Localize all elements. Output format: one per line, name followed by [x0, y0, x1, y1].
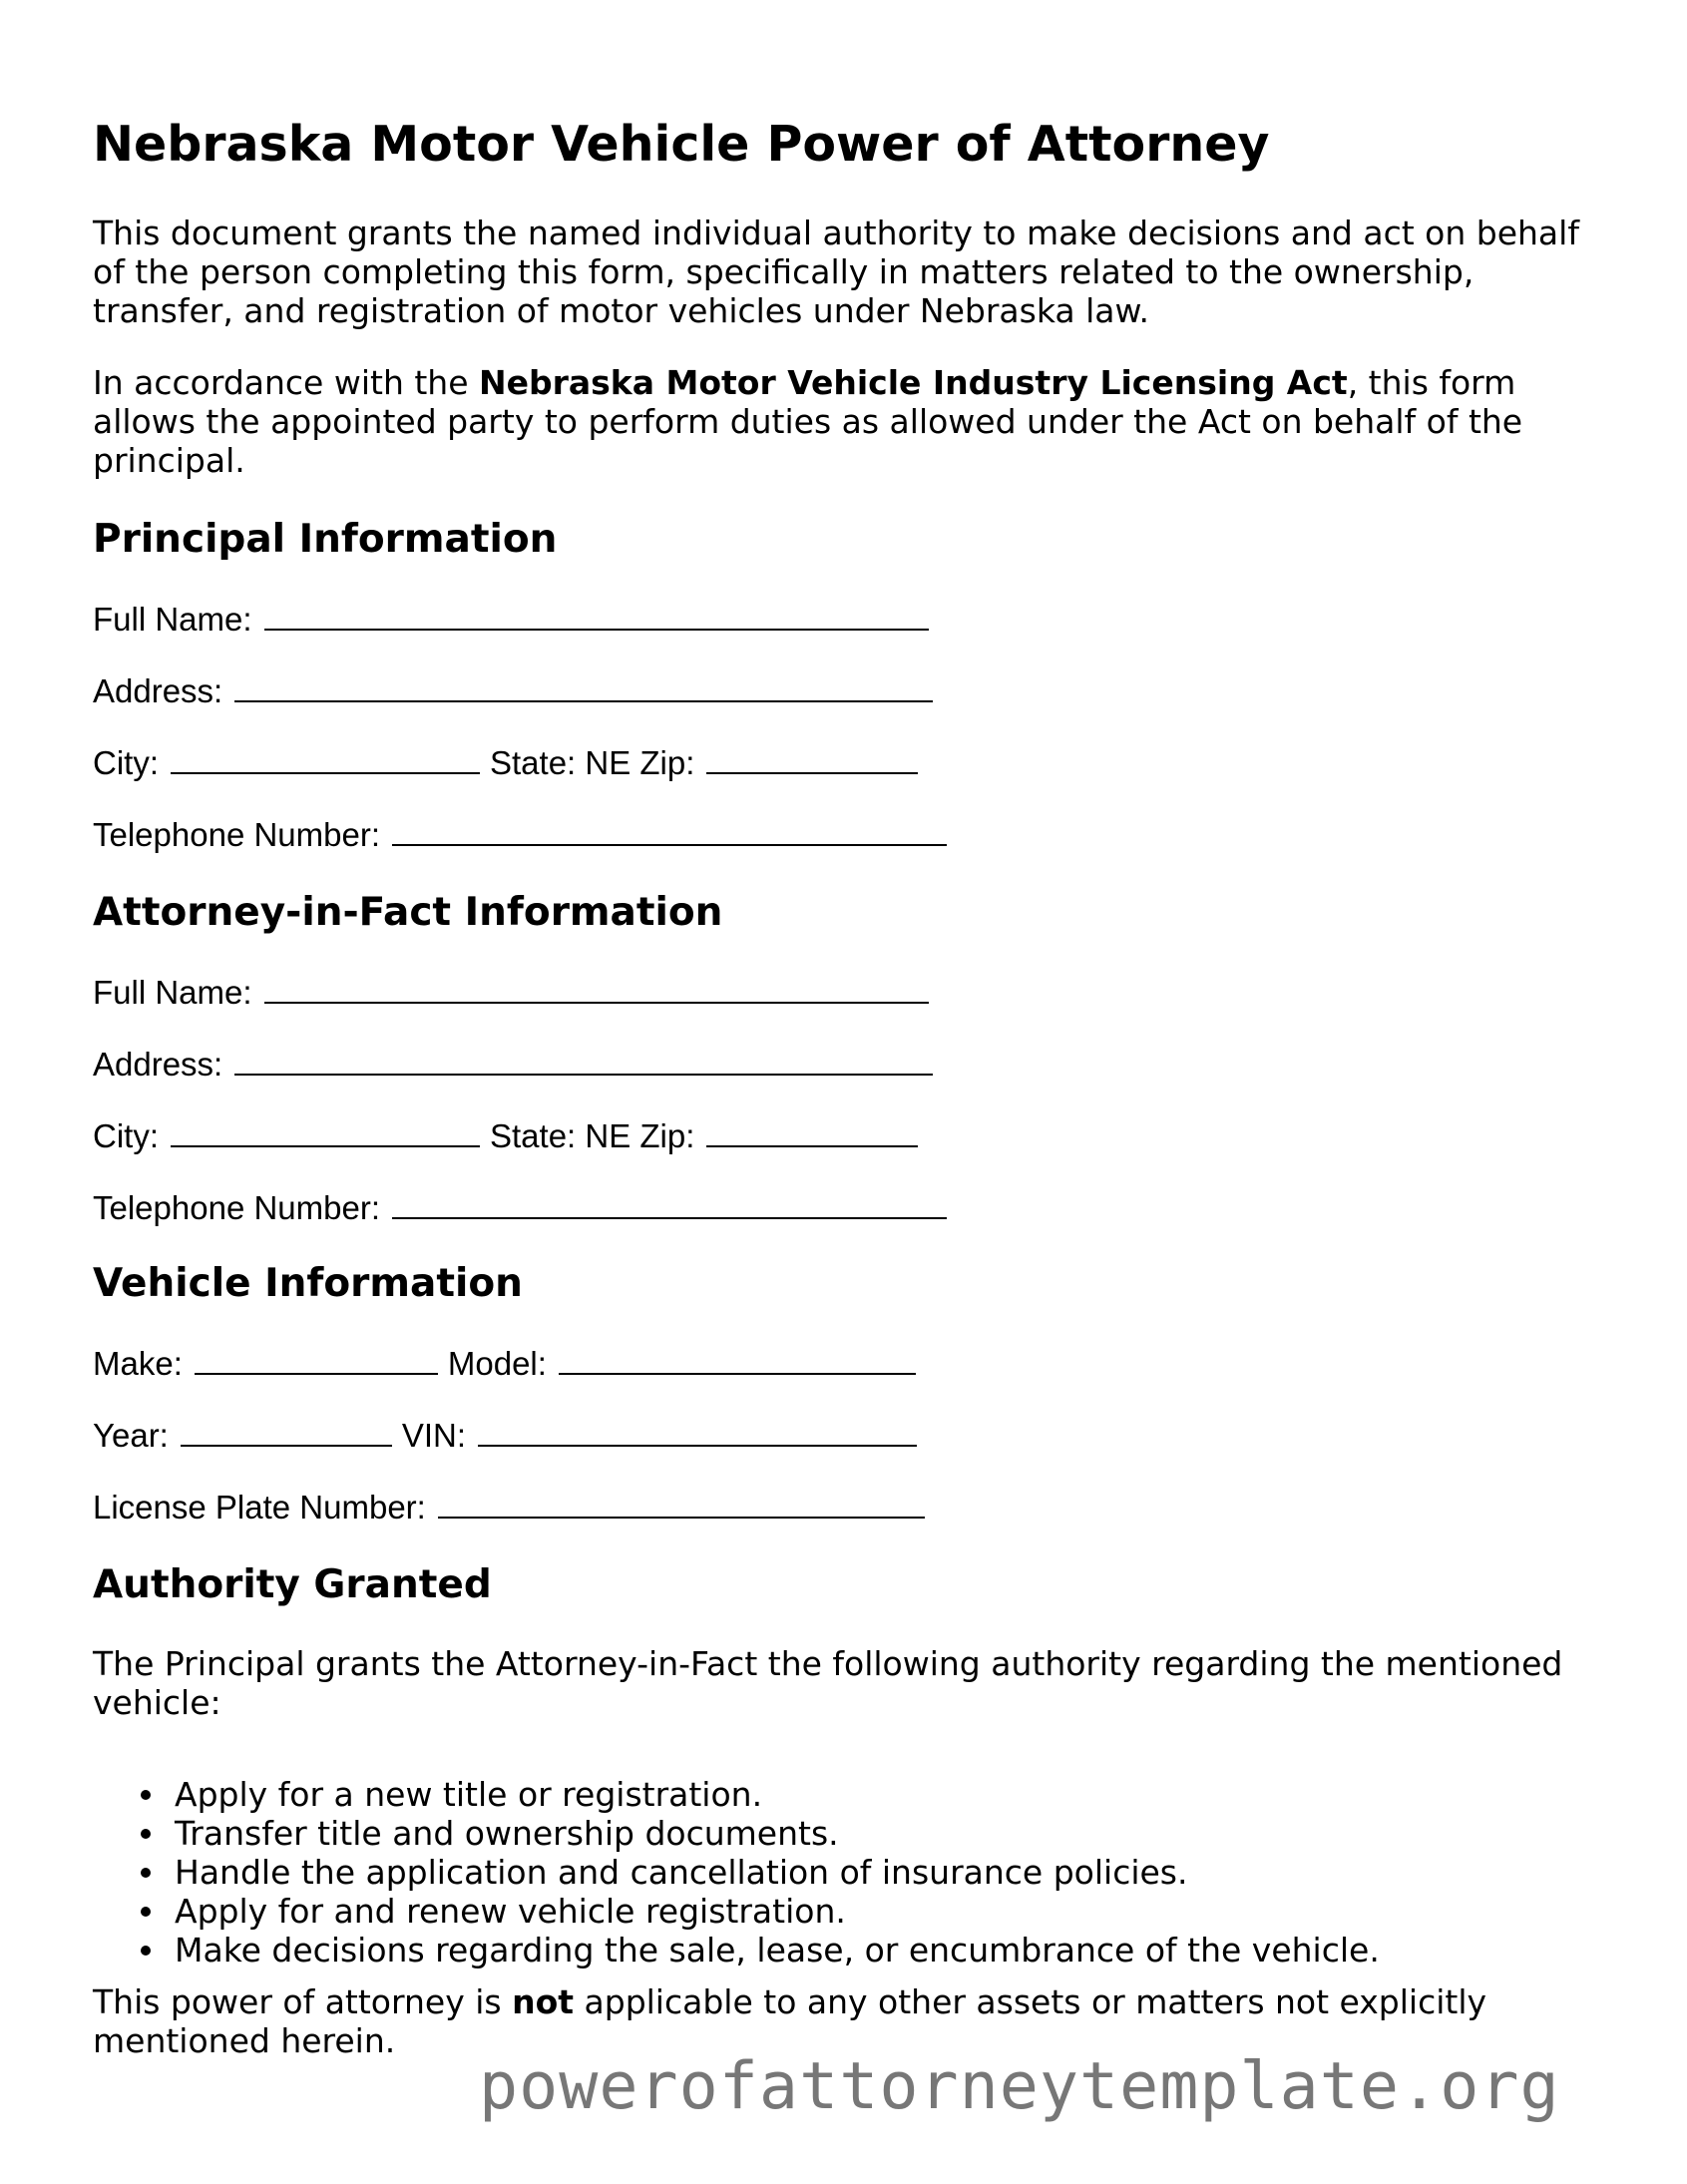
authority-intro [93, 1644, 1589, 1722]
attorney-address-field[interactable] [234, 1044, 933, 1076]
vehicle-make-label: Make: [93, 1345, 183, 1382]
attorney-city-row [93, 1115, 928, 1156]
intro-line: This document grants the named individual authority to make decisions and act on behalf [93, 214, 1579, 252]
page-title: Nebraska Motor Vehicle Power of Attorney [93, 116, 1270, 173]
attorney-telephone-field[interactable] [392, 1187, 947, 1219]
vehicle-year-vin-row [93, 1415, 927, 1456]
attorney-zip-field[interactable] [706, 1115, 918, 1147]
attorney-telephone-label: Telephone Number: [93, 1189, 381, 1226]
principal-zip-field[interactable] [706, 742, 918, 774]
vehicle-year-field[interactable] [181, 1415, 392, 1447]
attorney-telephone-row [93, 1187, 957, 1228]
principal-address-row [93, 670, 943, 711]
vehicle-make-model-row [93, 1343, 926, 1384]
principal-full-name-label: Full Name: [93, 601, 252, 638]
intro-line: of the person completing this form, specifically in matters related to the ownership, [93, 252, 1475, 291]
vehicle-plate-label: License Plate Number: [93, 1489, 426, 1526]
list-item-text: Transfer title and ownership documents. [175, 1814, 839, 1853]
vehicle-vin-field[interactable] [478, 1415, 917, 1447]
principal-state-zip-label: State: NE Zip: [490, 744, 695, 781]
list-item [93, 1931, 1380, 1969]
list-item-text: Handle the application and cancellation of insurance policies. [175, 1853, 1188, 1892]
bullet-icon [141, 1829, 151, 1839]
authority-heading: Authority Granted [93, 1562, 492, 1607]
bullet-icon [141, 1868, 151, 1878]
list-item-text: Apply for and renew vehicle registration. [175, 1892, 846, 1931]
vehicle-plate-row [93, 1487, 935, 1528]
accordance-paragraph [93, 363, 1589, 480]
bullet-icon [141, 1946, 151, 1956]
vehicle-make-field[interactable] [195, 1343, 438, 1375]
watermark: powerofattorneytemplate.org [479, 2049, 1560, 2124]
closing-emphasis: not [512, 1982, 575, 2021]
attorney-full-name-field[interactable] [264, 972, 929, 1004]
accordance-line-2: allows the appointed party to perform duties as allowed under the Act on behalf of the [93, 402, 1523, 441]
bullet-icon [141, 1790, 151, 1800]
principal-full-name-row [93, 599, 939, 640]
authority-intro-line: The Principal grants the Attorney-in-Fact the following authority regarding the mentioned [93, 1644, 1563, 1683]
principal-city-field[interactable] [171, 742, 480, 774]
list-item [93, 1853, 1380, 1892]
attorney-full-name-label: Full Name: [93, 974, 252, 1011]
principal-city-label: City: [93, 744, 159, 781]
principal-address-field[interactable] [234, 670, 933, 702]
principal-telephone-row [93, 814, 957, 855]
accordance-prefix: In accordance with the [93, 363, 479, 402]
attorney-heading: Attorney-in-Fact Information [93, 890, 723, 935]
accordance-line-3: principal. [93, 441, 245, 480]
list-item [93, 1892, 1380, 1931]
list-item-text: Make decisions regarding the sale, lease, or encumbrance of the vehicle. [175, 1931, 1380, 1969]
vehicle-year-label: Year: [93, 1417, 169, 1454]
closing-line-2: mentioned herein. [93, 2021, 396, 2060]
list-item [93, 1775, 1380, 1814]
intro-paragraph [93, 214, 1589, 330]
list-item [93, 1814, 1380, 1853]
principal-telephone-label: Telephone Number: [93, 816, 381, 853]
attorney-full-name-row [93, 972, 939, 1013]
attorney-state-zip-label: State: NE Zip: [490, 1117, 695, 1154]
intro-line: transfer, and registration of motor vehicles under Nebraska law. [93, 291, 1149, 330]
accordance-suffix: , this form [1347, 363, 1516, 402]
vehicle-model-field[interactable] [559, 1343, 916, 1375]
closing-suffix: applicable to any other assets or matters not explicitly [574, 1982, 1487, 2021]
principal-address-label: Address: [93, 672, 223, 709]
authority-intro-line: vehicle: [93, 1683, 221, 1722]
accordance-line-1 [93, 363, 1589, 402]
attorney-address-label: Address: [93, 1046, 223, 1083]
vehicle-heading: Vehicle Information [93, 1261, 523, 1306]
act-name: Nebraska Motor Vehicle Industry Licensing Act [479, 363, 1348, 402]
principal-full-name-field[interactable] [264, 599, 929, 631]
principal-heading: Principal Information [93, 517, 558, 562]
bullet-icon [141, 1907, 151, 1917]
closing-line-1 [93, 1982, 1589, 2021]
closing-prefix: This power of attorney is [93, 1982, 513, 2021]
attorney-address-row [93, 1044, 943, 1085]
vehicle-plate-field[interactable] [438, 1487, 925, 1519]
vehicle-model-label: Model: [447, 1345, 547, 1382]
vehicle-vin-label: VIN: [401, 1417, 467, 1454]
authority-list [93, 1775, 1380, 1969]
attorney-city-label: City: [93, 1117, 159, 1154]
principal-city-row [93, 742, 928, 783]
list-item-text: Apply for a new title or registration. [175, 1775, 763, 1814]
attorney-city-field[interactable] [171, 1115, 480, 1147]
principal-telephone-field[interactable] [392, 814, 947, 846]
